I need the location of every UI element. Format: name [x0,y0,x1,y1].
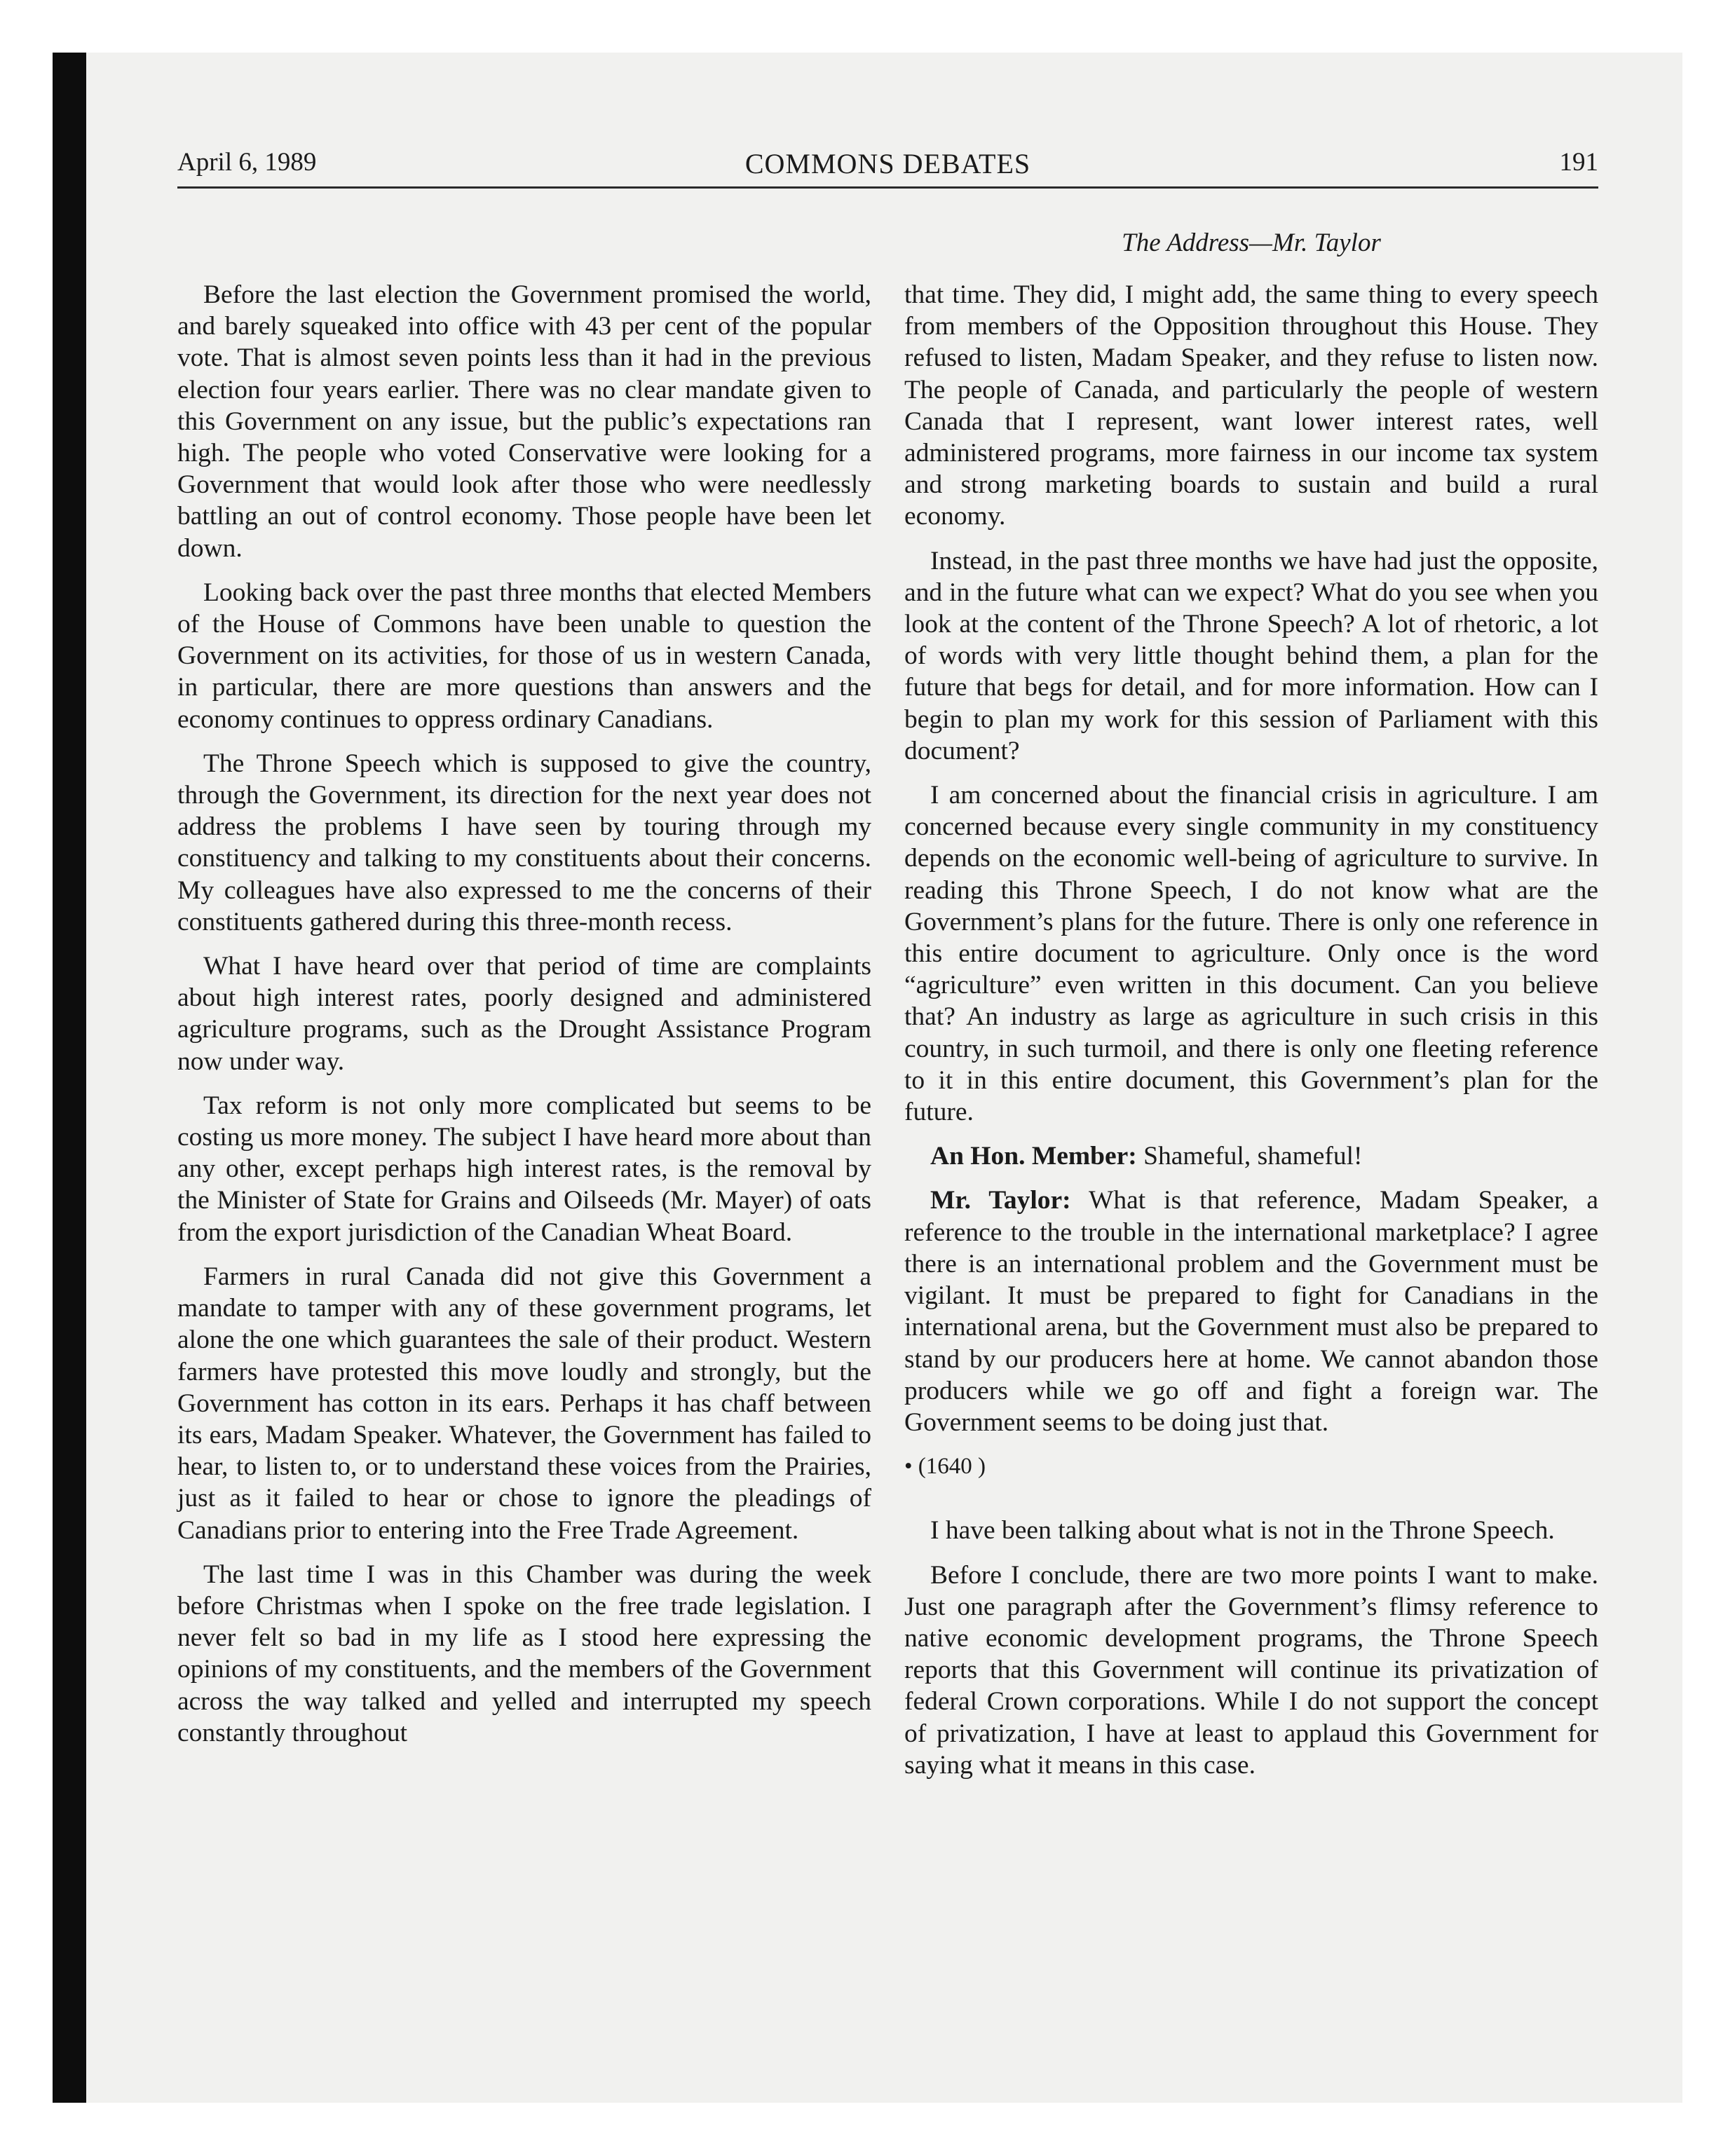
paragraph: Looking back over the past three months that elected Members of the House of Commons have been unable to question the Government on its activities, for those of us in western Canada, in particular, there are more questions than answers and the economy continues to oppress ordinary Canadians. [177,578,871,734]
paragraph: Instead, in the past three months we have had just the opposite, and in the future what can we expect? What do you see when you look at the content of the Throne Speech? A lot of rhetoric, a lot of words with very little thought behind them, a plan for the future that begs for detail, and for more information. How can I begin to plan my work for this session of Parliament with this document? [904,546,1598,765]
scan-edge-shadow [53,53,86,2103]
paragraph: What I have heard over that period of time are complaints about high interest rates, poorly designed and administered agriculture programs, such as the Drought Assistance Program now under way. [177,952,871,1076]
speaker-name: Mr. Taylor: [930,1186,1071,1215]
speech-text: What is that reference, Madam Speaker, a reference to the trouble in the international marketplace? I agree there is an international problem and the Government must be vigilant. It must be prepared to fight for Canadians in the international arena, but the Government must also be prepared to stand by our producers here at home. We cannot abandon those producers while we go off and fight a foreign war. The Government seems to be doing just that. [904,1186,1598,1437]
paragraph: Before the last election the Government promised the world, and barely squeaked into office with 43 per cent of the popular vote. That is almost seven points less than it had in the previous election four years earlier. There was no clear mandate given to this Government on any issue, but the public’s expectations ran high. The people who voted Conservative were looking for a Government that would look after those who were needlessly battling an out of control economy. Those people have been let down. [177,280,871,563]
paragraph: I have been talking about what is not in the Throne Speech. [930,1516,1555,1546]
paragraph: I am concerned about the financial crisis in agriculture. I am concerned because every single community in my constituency depends on the economic well-being of agriculture to survive. In reading this Throne Speech, I do not know what are the Government’s plans for the future. There is only one reference in this entire document to agriculture. Only once is the word “agriculture” even written in this document. Can you believe that? An industry as large as agriculture in such crisis in this country, in such turmoil, and there is only one fleeting reference to it in this entire document, this Government’s plan for the future. [904,781,1598,1127]
left-column [177,279,871,1761]
header-rule [177,186,1598,189]
paragraph: The Throne Speech which is supposed to give the country, through the Government, its direction for the next year does not address the problems I have seen by touring through my constituency and talking to my constituents about their concerns. My colleagues have also expressed to me the concerns of their constituents gathered during this three-month recess. [177,749,871,936]
paragraph: Before I conclude, there are two more points I want to make. Just one paragraph after the Government’s flimsy reference to native economic development programs, the Throne Speech reports that this Government will continue its privatization of federal Crown corporations. While I do not support the concept of privatization, I have at least to applaud this Government for saying what it means in this case. [904,1560,1598,1780]
paragraph-continuation: that time. They did, I might add, the same thing to every speech from members of the Opposition throughout this House. They refused to listen, Madam Speaker, and they refuse to listen now. The people of Canada, and particularly the people of western Canada that I represent, want lower interest rates, well administered programs, more fairness in our income tax system and strong marketing boards to sustain and build a rural economy. [904,280,1598,531]
header-date: April 6, 1989 [177,148,317,177]
speaker-name: An Hon. Member: [930,1142,1137,1171]
speech-text: Shameful, shameful! [1143,1142,1363,1171]
interjection [904,1140,1598,1172]
speech [904,1185,1598,1438]
page-header [177,147,1598,186]
paragraph: The last time I was in this Chamber was during the week before Christmas when I spoke on the free trade legislation. I never felt so bad in my life as I stood here expressing the opinions of my constituents, and the members of the Government across the way talked and yelled and interrupted my speech constantly throughout [177,1560,871,1747]
time-marker: • (1640 ) [904,1454,986,1480]
paragraph: Tax reform is not only more complicated but seems to be costing us more money. The subject I have heard more about than any other, except perhaps high interest rates, is the removal by the Minister of State for Grains and Oilseeds (Mr. Mayer) of oats from the export jurisdiction of the Canadian Wheat Board. [177,1091,871,1247]
paragraph: Farmers in rural Canada did not give this Government a mandate to tamper with any of these government programs, let alone the one which guarantees the sale of their product. Western farmers have protested this move loudly and strongly, but the Government has cotton in its ears. Perhaps it has chaff between its ears, Madam Speaker. Whatever, the Government has failed to hear, to listen to, or to understand these voices from the Prairies, just as it failed to hear or chose to ignore the pleadings of Canadians prior to entering into the Free Trade Agreement. [177,1262,871,1545]
page-number: 191 [1559,148,1598,177]
right-column [904,279,1598,1794]
header-title: COMMONS DEBATES [744,148,1031,179]
running-head: The Address—Mr. Taylor [1122,228,1381,257]
